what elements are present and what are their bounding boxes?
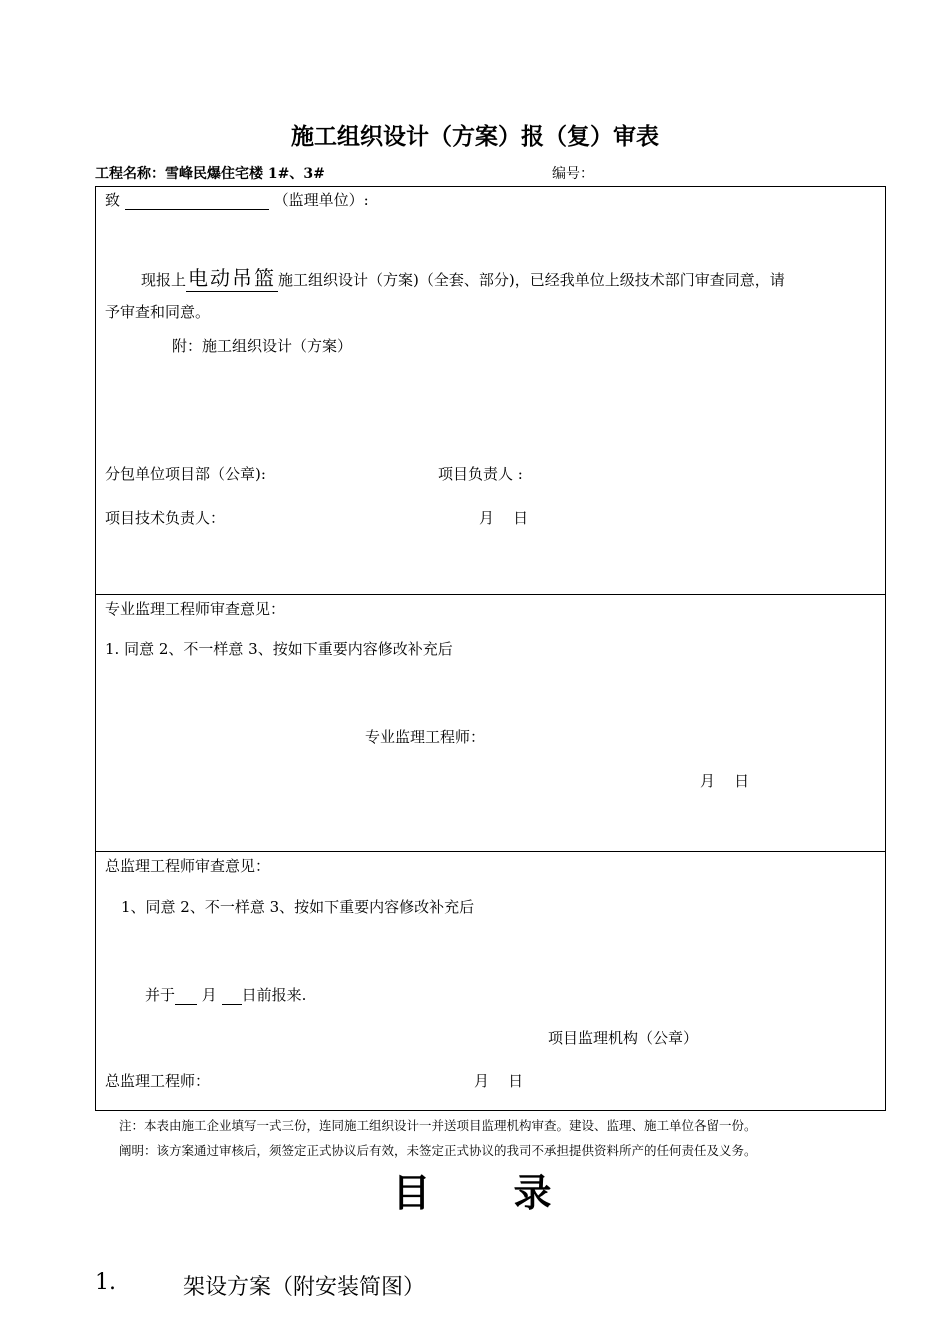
report-prefix: 现报上	[141, 271, 187, 289]
section2-date: 月 日	[700, 772, 750, 790]
section-divider-1	[95, 594, 886, 595]
chief-review-options: 1、同意 2、不一样意 3、按如下重要内容修改补充后	[121, 898, 475, 916]
form-title: 施工组织设计（方案）报（复）审表	[291, 124, 659, 150]
form-number-label: 编号：	[552, 166, 594, 182]
section3-date: 月 日	[474, 1072, 524, 1090]
professional-review-options: 1. 同意 2、不一样意 3、按如下重要内容修改补充后	[105, 640, 453, 658]
addressee-line	[105, 189, 369, 210]
day-blank	[222, 990, 242, 1005]
report-text-2: 予审查和同意。	[105, 303, 211, 321]
professional-engineer-signer: 专业监理工程师：	[365, 728, 486, 746]
sub-unit-label: 分包单位项目部（公章):	[105, 465, 266, 483]
form-disclaimer: 阐明：该方案通过审核后，须签定正式协议后有效，未签定正式协议的我司不承担提供资料所产的任何责任及义务。	[119, 1143, 757, 1158]
toc-item-text: 架设方案（附安装简图）	[183, 1275, 426, 1300]
deadline-line	[145, 984, 306, 1005]
addressee-prefix: 致	[105, 191, 121, 209]
handwritten-scheme-name: 电动吊篮	[186, 262, 278, 292]
supervision-org-seal: 项目监理机构（公章）	[548, 1029, 699, 1047]
section-divider-2	[95, 851, 886, 852]
chief-review-heading: 总监理工程师审查意见：	[105, 857, 271, 875]
month-blank	[175, 990, 197, 1005]
project-name-label: 工程名称：雪峰民爆住宅楼 1#、3#	[95, 166, 325, 182]
project-leader-label: 项目负责人 :	[438, 465, 523, 483]
section1-date: 月 日	[479, 509, 529, 527]
deadline-month: 月	[201, 986, 217, 1004]
toc-item-number: 1.	[95, 1270, 116, 1295]
professional-review-heading: 专业监理工程师审查意见：	[105, 600, 286, 618]
report-line	[141, 262, 785, 292]
supervision-unit-blank	[125, 195, 269, 210]
deadline-prefix: 并于	[145, 986, 176, 1004]
attachment-line: 附：施工组织设计（方案）	[172, 337, 353, 355]
chief-engineer-signer: 总监理工程师：	[105, 1072, 211, 1090]
tech-leader-label: 项目技术负责人：	[105, 509, 226, 527]
deadline-suffix: 日前报来.	[241, 986, 307, 1004]
addressee-suffix: （监理单位）:	[273, 191, 369, 209]
report-text-1: 施工组织设计（方案)（全套、部分)，已经我单位上级技术部门审查同意，请	[278, 271, 785, 289]
form-note: 注：本表由施工企业填写一式三份，连同施工组织设计一并送项目监理机构审查。建设、监理、施工单位各留一份。	[119, 1118, 757, 1133]
toc-title: 目 录	[392, 1170, 558, 1215]
